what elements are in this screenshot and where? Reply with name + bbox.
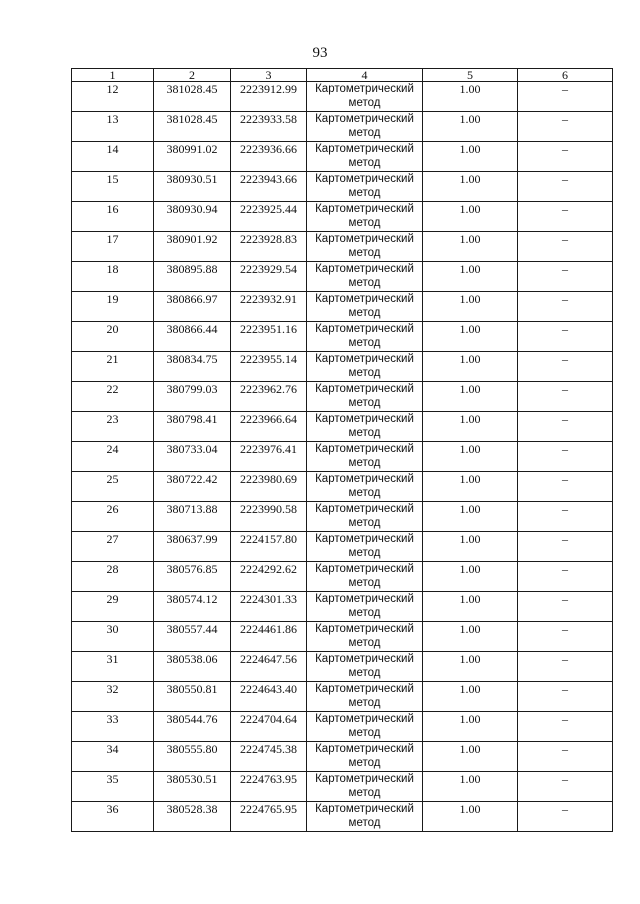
- method-cell: [307, 592, 423, 622]
- header-cell-4: 4: [307, 69, 423, 82]
- y-coordinate-cell: 2224763.95: [231, 772, 307, 802]
- page-number: 93: [312, 45, 328, 61]
- y-coordinate-cell: 2223955.14: [231, 352, 307, 382]
- method-cell: [307, 322, 423, 352]
- method-cell: [307, 802, 423, 832]
- x-coordinate-cell: 380557.44: [154, 622, 231, 652]
- note-cell: –: [518, 592, 613, 622]
- header-cell-6: 6: [518, 69, 613, 82]
- method-line-1: Картометрический: [315, 563, 414, 575]
- point-number-cell: 21: [72, 352, 154, 382]
- accuracy-cell: 1.00: [423, 532, 518, 562]
- method-cell: [307, 502, 423, 532]
- y-coordinate-cell: 2224745.38: [231, 742, 307, 772]
- method-cell: [307, 442, 423, 472]
- accuracy-cell: 1.00: [423, 292, 518, 322]
- header-cell-1: 1: [72, 69, 154, 82]
- accuracy-cell: 1.00: [423, 772, 518, 802]
- method-line-1: Картометрический: [315, 383, 414, 395]
- method-line-1: Картометрический: [315, 113, 414, 125]
- table-header-row: [72, 69, 613, 82]
- y-coordinate-cell: 2224765.95: [231, 802, 307, 832]
- accuracy-cell: 1.00: [423, 802, 518, 832]
- method-line-1: Картометрический: [315, 773, 414, 785]
- method-line-1: Картометрический: [315, 803, 414, 815]
- point-number-cell: 18: [72, 262, 154, 292]
- point-number-cell: 17: [72, 232, 154, 262]
- x-coordinate-cell: 380930.94: [154, 202, 231, 232]
- method-line-2: метод: [348, 457, 381, 469]
- note-cell: –: [518, 652, 613, 682]
- coordinates-table: [71, 68, 613, 832]
- method-line-2: метод: [348, 787, 381, 799]
- accuracy-cell: 1.00: [423, 742, 518, 772]
- x-coordinate-cell: 380895.88: [154, 262, 231, 292]
- x-coordinate-cell: 380991.02: [154, 142, 231, 172]
- point-number-cell: 33: [72, 712, 154, 742]
- table-row: [72, 232, 613, 262]
- table-row: [72, 112, 613, 142]
- method-line-1: Картометрический: [315, 353, 414, 365]
- note-cell: –: [518, 802, 613, 832]
- note-cell: –: [518, 202, 613, 232]
- method-line-2: метод: [348, 517, 381, 529]
- x-coordinate-cell: 380722.42: [154, 472, 231, 502]
- method-cell: [307, 532, 423, 562]
- x-coordinate-cell: 380530.51: [154, 772, 231, 802]
- accuracy-cell: 1.00: [423, 172, 518, 202]
- point-number-cell: 34: [72, 742, 154, 772]
- point-number-cell: 36: [72, 802, 154, 832]
- y-coordinate-cell: 2224292.62: [231, 562, 307, 592]
- table-row: [72, 742, 613, 772]
- accuracy-cell: 1.00: [423, 322, 518, 352]
- method-cell: [307, 562, 423, 592]
- table-row: [72, 682, 613, 712]
- method-cell: [307, 382, 423, 412]
- method-line-1: Картометрический: [315, 173, 414, 185]
- method-line-2: метод: [348, 487, 381, 499]
- method-line-2: метод: [348, 577, 381, 589]
- accuracy-cell: 1.00: [423, 262, 518, 292]
- accuracy-cell: 1.00: [423, 112, 518, 142]
- x-coordinate-cell: 380901.92: [154, 232, 231, 262]
- method-line-2: метод: [348, 277, 381, 289]
- table-row: [72, 202, 613, 232]
- point-number-cell: 29: [72, 592, 154, 622]
- method-line-2: метод: [348, 727, 381, 739]
- note-cell: –: [518, 322, 613, 352]
- y-coordinate-cell: 2223932.91: [231, 292, 307, 322]
- y-coordinate-cell: 2224643.40: [231, 682, 307, 712]
- table-row: [72, 502, 613, 532]
- method-line-1: Картометрический: [315, 593, 414, 605]
- point-number-cell: 30: [72, 622, 154, 652]
- header-cell-2: 2: [154, 69, 231, 82]
- y-coordinate-cell: 2224301.33: [231, 592, 307, 622]
- method-line-2: метод: [348, 637, 381, 649]
- y-coordinate-cell: 2223976.41: [231, 442, 307, 472]
- method-line-2: метод: [348, 157, 381, 169]
- method-line-2: метод: [348, 757, 381, 769]
- y-coordinate-cell: 2223925.44: [231, 202, 307, 232]
- method-line-1: Картометрический: [315, 653, 414, 665]
- x-coordinate-cell: 380555.80: [154, 742, 231, 772]
- method-line-1: Картометрический: [315, 413, 414, 425]
- method-cell: [307, 142, 423, 172]
- note-cell: –: [518, 712, 613, 742]
- method-cell: [307, 472, 423, 502]
- accuracy-cell: 1.00: [423, 142, 518, 172]
- y-coordinate-cell: 2223933.58: [231, 112, 307, 142]
- table-row: [72, 82, 613, 112]
- method-line-1: Картометрический: [315, 503, 414, 515]
- method-cell: [307, 112, 423, 142]
- accuracy-cell: 1.00: [423, 592, 518, 622]
- note-cell: –: [518, 232, 613, 262]
- y-coordinate-cell: 2223990.58: [231, 502, 307, 532]
- method-cell: [307, 292, 423, 322]
- note-cell: –: [518, 622, 613, 652]
- note-cell: –: [518, 562, 613, 592]
- method-cell: [307, 172, 423, 202]
- accuracy-cell: 1.00: [423, 562, 518, 592]
- method-cell: [307, 352, 423, 382]
- y-coordinate-cell: 2223912.99: [231, 82, 307, 112]
- method-cell: [307, 262, 423, 292]
- point-number-cell: 16: [72, 202, 154, 232]
- accuracy-cell: 1.00: [423, 472, 518, 502]
- method-line-1: Картометрический: [315, 323, 414, 335]
- point-number-cell: 19: [72, 292, 154, 322]
- point-number-cell: 22: [72, 382, 154, 412]
- method-line-2: метод: [348, 337, 381, 349]
- note-cell: –: [518, 142, 613, 172]
- point-number-cell: 35: [72, 772, 154, 802]
- table-body: [72, 69, 613, 832]
- method-line-1: Картометрический: [315, 533, 414, 545]
- method-line-1: Картометрический: [315, 683, 414, 695]
- table-row: [72, 592, 613, 622]
- y-coordinate-cell: 2223980.69: [231, 472, 307, 502]
- x-coordinate-cell: 380799.03: [154, 382, 231, 412]
- point-number-cell: 20: [72, 322, 154, 352]
- note-cell: –: [518, 382, 613, 412]
- x-coordinate-cell: 380544.76: [154, 712, 231, 742]
- x-coordinate-cell: 381028.45: [154, 82, 231, 112]
- accuracy-cell: 1.00: [423, 652, 518, 682]
- point-number-cell: 25: [72, 472, 154, 502]
- note-cell: –: [518, 292, 613, 322]
- method-line-2: метод: [348, 247, 381, 259]
- header-cell-3: 3: [231, 69, 307, 82]
- accuracy-cell: 1.00: [423, 622, 518, 652]
- table-row: [72, 532, 613, 562]
- accuracy-cell: 1.00: [423, 352, 518, 382]
- y-coordinate-cell: 2224704.64: [231, 712, 307, 742]
- method-cell: [307, 682, 423, 712]
- note-cell: –: [518, 352, 613, 382]
- method-line-1: Картометрический: [315, 443, 414, 455]
- method-line-2: метод: [348, 217, 381, 229]
- y-coordinate-cell: 2224157.80: [231, 532, 307, 562]
- x-coordinate-cell: 380576.85: [154, 562, 231, 592]
- table-row: [72, 172, 613, 202]
- accuracy-cell: 1.00: [423, 82, 518, 112]
- note-cell: –: [518, 472, 613, 502]
- method-line-1: Картометрический: [315, 623, 414, 635]
- method-line-2: метод: [348, 127, 381, 139]
- y-coordinate-cell: 2223943.66: [231, 172, 307, 202]
- method-line-2: метод: [348, 367, 381, 379]
- y-coordinate-cell: 2223966.64: [231, 412, 307, 442]
- y-coordinate-cell: 2224461.86: [231, 622, 307, 652]
- method-line-2: метод: [348, 607, 381, 619]
- note-cell: –: [518, 172, 613, 202]
- method-line-2: метод: [348, 307, 381, 319]
- y-coordinate-cell: 2223928.83: [231, 232, 307, 262]
- method-line-1: Картометрический: [315, 233, 414, 245]
- method-line-2: метод: [348, 697, 381, 709]
- note-cell: –: [518, 82, 613, 112]
- accuracy-cell: 1.00: [423, 382, 518, 412]
- method-line-2: метод: [348, 667, 381, 679]
- note-cell: –: [518, 112, 613, 142]
- x-coordinate-cell: 380866.97: [154, 292, 231, 322]
- note-cell: –: [518, 532, 613, 562]
- method-line-1: Картометрический: [315, 743, 414, 755]
- method-line-2: метод: [348, 97, 381, 109]
- accuracy-cell: 1.00: [423, 232, 518, 262]
- accuracy-cell: 1.00: [423, 202, 518, 232]
- y-coordinate-cell: 2223962.76: [231, 382, 307, 412]
- method-line-1: Картометрический: [315, 713, 414, 725]
- table-row: [72, 802, 613, 832]
- method-line-2: метод: [348, 397, 381, 409]
- table-row: [72, 322, 613, 352]
- point-number-cell: 15: [72, 172, 154, 202]
- method-cell: [307, 202, 423, 232]
- accuracy-cell: 1.00: [423, 682, 518, 712]
- table-row: [72, 712, 613, 742]
- y-coordinate-cell: 2223951.16: [231, 322, 307, 352]
- table-row: [72, 292, 613, 322]
- accuracy-cell: 1.00: [423, 712, 518, 742]
- x-coordinate-cell: 380637.99: [154, 532, 231, 562]
- table-row: [72, 472, 613, 502]
- x-coordinate-cell: 380713.88: [154, 502, 231, 532]
- table-row: [72, 772, 613, 802]
- method-line-1: Картометрический: [315, 203, 414, 215]
- method-line-1: Картометрический: [315, 263, 414, 275]
- accuracy-cell: 1.00: [423, 442, 518, 472]
- x-coordinate-cell: 380528.38: [154, 802, 231, 832]
- header-cell-5: 5: [423, 69, 518, 82]
- method-line-1: Картометрический: [315, 83, 414, 95]
- method-line-2: метод: [348, 547, 381, 559]
- method-cell: [307, 652, 423, 682]
- y-coordinate-cell: 2224647.56: [231, 652, 307, 682]
- point-number-cell: 32: [72, 682, 154, 712]
- x-coordinate-cell: 380930.51: [154, 172, 231, 202]
- x-coordinate-cell: 380834.75: [154, 352, 231, 382]
- table-row: [72, 412, 613, 442]
- x-coordinate-cell: 380538.06: [154, 652, 231, 682]
- note-cell: –: [518, 412, 613, 442]
- table-row: [72, 622, 613, 652]
- y-coordinate-cell: 2223929.54: [231, 262, 307, 292]
- table-row: [72, 382, 613, 412]
- method-line-1: Картометрический: [315, 293, 414, 305]
- point-number-cell: 13: [72, 112, 154, 142]
- method-line-1: Картометрический: [315, 473, 414, 485]
- point-number-cell: 23: [72, 412, 154, 442]
- y-coordinate-cell: 2223936.66: [231, 142, 307, 172]
- x-coordinate-cell: 380798.41: [154, 412, 231, 442]
- point-number-cell: 24: [72, 442, 154, 472]
- note-cell: –: [518, 502, 613, 532]
- table-row: [72, 652, 613, 682]
- table-row: [72, 142, 613, 172]
- accuracy-cell: 1.00: [423, 502, 518, 532]
- point-number-cell: 26: [72, 502, 154, 532]
- method-line-2: метод: [348, 187, 381, 199]
- method-line-2: метод: [348, 427, 381, 439]
- table-row: [72, 562, 613, 592]
- x-coordinate-cell: 380574.12: [154, 592, 231, 622]
- point-number-cell: 27: [72, 532, 154, 562]
- method-cell: [307, 712, 423, 742]
- accuracy-cell: 1.00: [423, 412, 518, 442]
- point-number-cell: 28: [72, 562, 154, 592]
- method-line-1: Картометрический: [315, 143, 414, 155]
- method-cell: [307, 412, 423, 442]
- note-cell: –: [518, 682, 613, 712]
- note-cell: –: [518, 742, 613, 772]
- table-row: [72, 442, 613, 472]
- x-coordinate-cell: 380866.44: [154, 322, 231, 352]
- note-cell: –: [518, 442, 613, 472]
- method-cell: [307, 622, 423, 652]
- method-cell: [307, 742, 423, 772]
- note-cell: –: [518, 772, 613, 802]
- method-line-2: метод: [348, 817, 381, 829]
- table-row: [72, 352, 613, 382]
- point-number-cell: 14: [72, 142, 154, 172]
- method-cell: [307, 232, 423, 262]
- table-row: [72, 262, 613, 292]
- point-number-cell: 31: [72, 652, 154, 682]
- method-cell: [307, 772, 423, 802]
- method-cell: [307, 82, 423, 112]
- note-cell: –: [518, 262, 613, 292]
- point-number-cell: 12: [72, 82, 154, 112]
- x-coordinate-cell: 380733.04: [154, 442, 231, 472]
- x-coordinate-cell: 380550.81: [154, 682, 231, 712]
- x-coordinate-cell: 381028.45: [154, 112, 231, 142]
